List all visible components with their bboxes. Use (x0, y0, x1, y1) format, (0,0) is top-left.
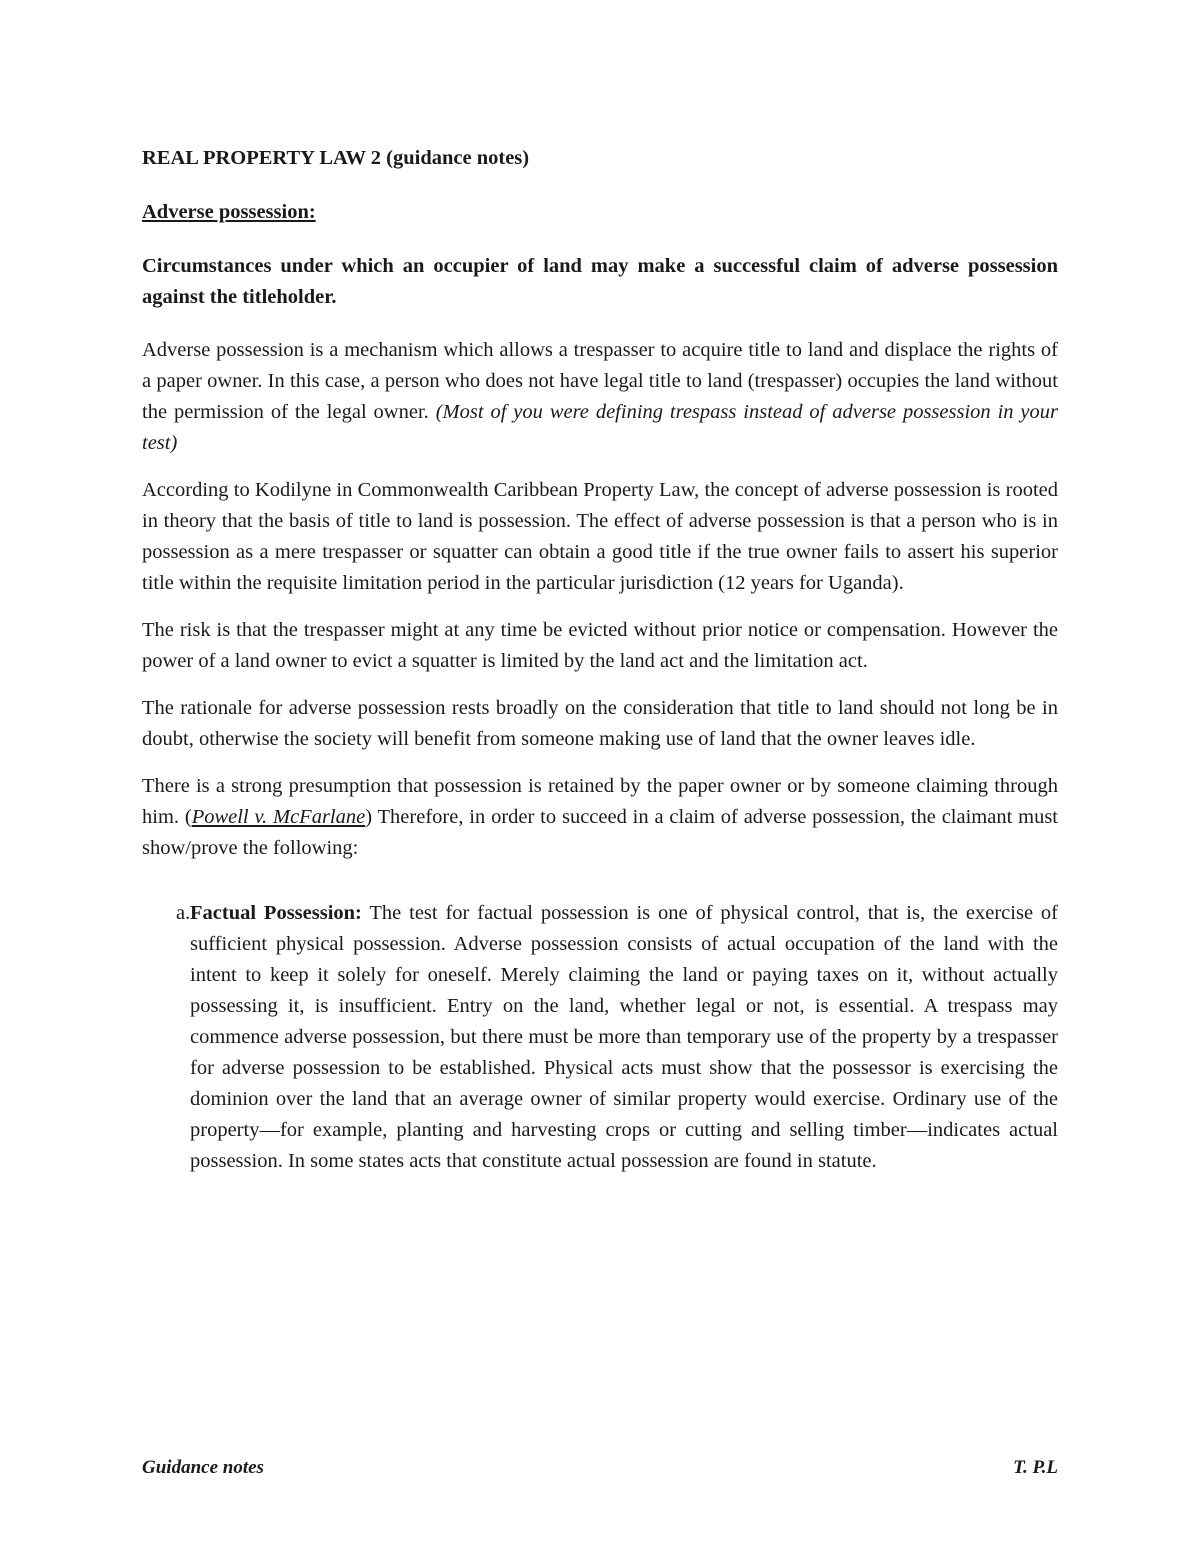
paragraph-presumption-after: ) Therefore, in order to succeed in a claim of adverse possession, the claimant must show/prove the following: (142, 806, 1058, 859)
footer-left: Guidance notes (142, 1457, 264, 1478)
list-marker: a. (176, 902, 191, 924)
paragraph-rationale: The rationale for adverse possession rests broadly on the consideration that title to land should not long be in doubt, otherwise the society will benefit from someone making use of land that the owner leaves idle. (142, 697, 1058, 750)
list-item (142, 898, 1058, 1177)
paragraph-definition-note: (Most of you were defining trespass instead of adverse possession in your test) (142, 401, 1059, 454)
paragraph-definition (142, 335, 1058, 459)
paragraph-presumption (142, 771, 1058, 864)
paragraph-kodilyne: According to Kodilyne in Commonwealth Caribbean Property Law, the concept of adverse possession is rooted in theory that the basis of title to land is possession. The effect of adverse possession is that a person who is in possession as a mere trespasser or squatter can obtain a good title if the true owner fails to assert his superior title within the requisite limitation period in the particular jurisdiction (12 years for Uganda). (142, 479, 1058, 594)
requirements-list (142, 898, 1058, 1177)
list-item-text: The test for factual possession is one of physical control, that is, the exercise of sufficient physical possession. Adverse possession consists of actual occupation of the land with the intent to keep it solely for oneself. Merely claiming the land or paying taxes on it, without actually possessing it, is insufficient. Entry on the land, whether legal or not, is essential. A trespass may commence adverse possession, but there must be more than temporary use of the property by a trespasser for adverse possession to be established. Physical acts must show that the possessor is exercising the dominion over the land that an average owner of similar property would exercise. Ordinary use of the property—for example, planting and harvesting crops or cutting and selling timber—indicates actual possession. In some states acts that constitute actual possession are found in statute. (190, 902, 1058, 1172)
footer-right: T. P.L (1013, 1457, 1058, 1478)
paragraph-definition-text: Adverse possession is a mechanism which allows a trespasser to acquire title to land and displace the rights of a paper owner. In this case, a person who does not have legal title to land (trespasser) occupies the land without the permission of the legal owner. (142, 339, 1058, 423)
paragraph-presumption-before: There is a strong presumption that possession is retained by the paper owner or by someone claiming through him. ( (142, 775, 1058, 828)
paragraph-risk: The risk is that the trespasser might at any time be evicted without prior notice or compensation. However the power of a land owner to evict a squatter is limited by the land act and the limitation act. (142, 619, 1058, 672)
section-heading: Adverse possession: (142, 201, 316, 223)
question-heading: Circumstances under which an occupier of land may make a successful claim of adverse possession against the titleholder. (142, 255, 1058, 308)
document-title: REAL PROPERTY LAW 2 (guidance notes) (142, 147, 530, 169)
list-item-term: Factual Possession: (190, 902, 362, 924)
case-reference: Powell v. McFarlane (191, 806, 366, 828)
list-item-body (190, 902, 1058, 1172)
document-page (142, 143, 1058, 1177)
page-footer (142, 1457, 1058, 1479)
